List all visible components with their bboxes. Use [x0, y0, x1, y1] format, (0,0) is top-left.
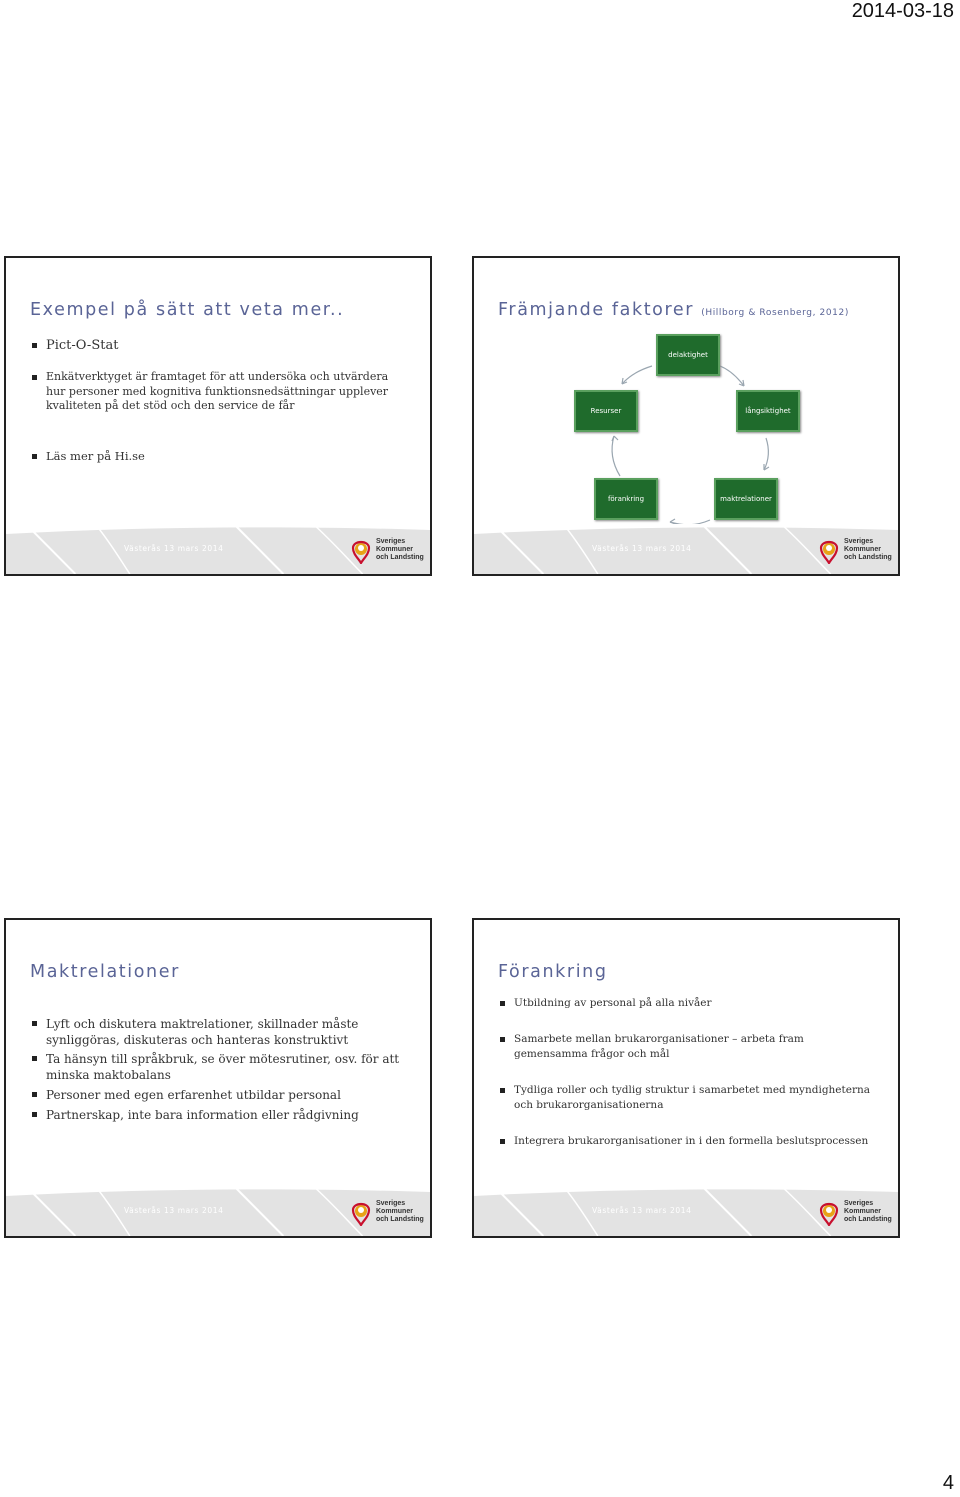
- slide-exempel: [4, 256, 432, 576]
- skl-logo-icon: [818, 1198, 842, 1226]
- skl-logo: [350, 536, 424, 566]
- bullet-list: [498, 996, 878, 1149]
- slide-footer: [6, 524, 430, 574]
- skl-logo-icon: [350, 536, 374, 564]
- slide-title: Förankring: [498, 962, 608, 982]
- footer-text: Västerås 13 mars 2014: [592, 1206, 692, 1215]
- footer-text: Västerås 13 mars 2014: [124, 544, 224, 553]
- bullet-item: Enkätverktyget är framtaget för att undersöka och utvärdera hur personer med kognitiva funktionsnedsättningar upplever kvaliteten på det stöd och den service de får: [30, 370, 410, 414]
- slide-footer: [6, 1186, 430, 1236]
- slide-framjande: [472, 256, 900, 576]
- footer-text: Västerås 13 mars 2014: [592, 544, 692, 553]
- skl-logo: [818, 536, 892, 566]
- node-forankring: förankring: [594, 478, 658, 520]
- slide-footer: [474, 524, 898, 574]
- bullet-item: Tydliga roller och tydlig struktur i samarbetet med myndigheterna och brukarorganisationerna: [498, 1083, 878, 1113]
- page-date: 2014-03-18: [851, 0, 954, 22]
- skl-logo-text: Sveriges Kommuner och Landsting: [376, 538, 424, 561]
- bullet-list: [30, 338, 410, 464]
- bullet-item: Partnerskap, inte bara information eller rådgivning: [30, 1107, 410, 1123]
- footer-text: Västerås 13 mars 2014: [124, 1206, 224, 1215]
- bullet-item: Samarbete mellan brukarorganisationer – arbeta fram gemensamma frågor och mål: [498, 1032, 878, 1062]
- bullet-item: Läs mer på Hi.se: [30, 449, 410, 464]
- skl-logo-text: Sveriges Kommuner och Landsting: [844, 538, 892, 561]
- bullet-item: Ta hänsyn till språkbruk, se över mötesrutiner, osv. för att minska maktobalans: [30, 1051, 410, 1083]
- bullet-item: Personer med egen erfarenhet utbildar personal: [30, 1087, 410, 1103]
- node-maktrelationer: maktrelationer: [714, 478, 778, 520]
- node-delaktighet: delaktighet: [656, 334, 720, 376]
- bullet-item: Pict-O-Stat: [30, 338, 410, 353]
- slide-title: Exempel på sätt att veta mer..: [30, 300, 345, 320]
- bullet-item: Lyft och diskutera maktrelationer, skillnader måste synliggöras, diskuteras och hanteras konstruktivt: [30, 1016, 410, 1048]
- slide-maktrelationer: [4, 918, 432, 1238]
- bullet-list: [30, 1016, 410, 1123]
- skl-logo-text: Sveriges Kommuner och Landsting: [844, 1200, 892, 1223]
- bullet-item: Integrera brukarorganisationer in i den formella beslutsprocessen: [498, 1134, 878, 1149]
- page-number: 4: [942, 1472, 954, 1494]
- slide-forankring: [472, 918, 900, 1238]
- skl-logo-text: Sveriges Kommuner och Landsting: [376, 1200, 424, 1223]
- node-langsiktighet: långsiktighet: [736, 390, 800, 432]
- skl-logo: [350, 1198, 424, 1228]
- slide-title-text: Främjande faktorer: [498, 300, 695, 320]
- skl-logo-icon: [350, 1198, 374, 1226]
- skl-logo-icon: [818, 536, 842, 564]
- slide-title: Maktrelationer: [30, 962, 180, 982]
- skl-logo: [818, 1198, 892, 1228]
- node-resurser: Resurser: [574, 390, 638, 432]
- slide-citation: (Hillborg & Rosenberg, 2012): [701, 308, 849, 318]
- bullet-item: Utbildning av personal på alla nivåer: [498, 996, 878, 1011]
- slide-footer: [474, 1186, 898, 1236]
